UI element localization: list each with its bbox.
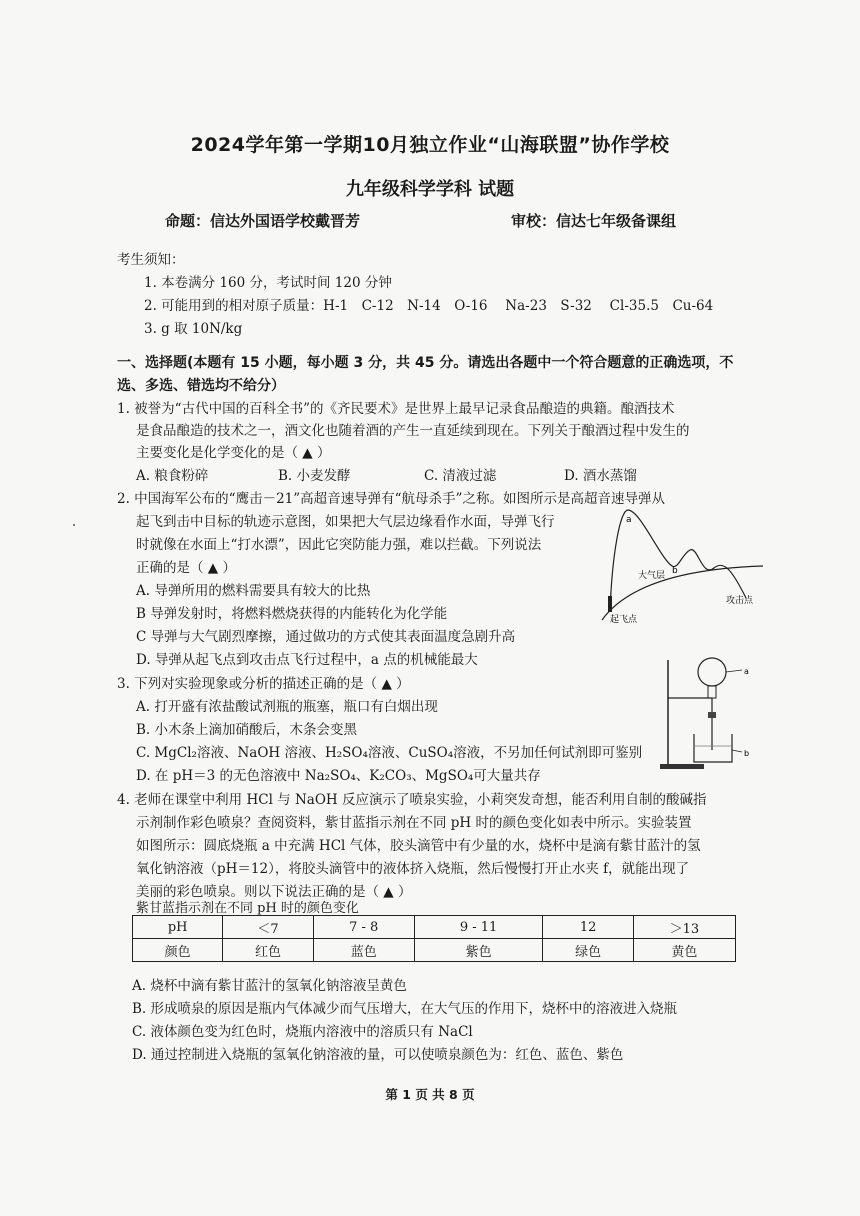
section-heading-cont: 选、多选、错选均不给分） xyxy=(117,378,285,394)
point-a-label: a xyxy=(626,515,632,525)
section-heading: 一、选择题(本题有 15 小题，每小题 3 分，共 45 分。请选出各题中一个符合题意的正确选项，不 xyxy=(117,355,734,371)
q4-option-a: A. 烧杯中滴有紫甘蓝汁的氢氧化钠溶液呈黄色 xyxy=(132,978,407,994)
q2-option-d: D. 导弹从起飞点到攻击点飞行过程中，a 点的机械能最大 xyxy=(136,652,478,668)
table-cell: ＞13 xyxy=(633,916,735,939)
q1-stem: 是食品酿造的技术之一，酒文化也随着酒的产生一直延续到现在。下列关于酿酒过程中发生的 xyxy=(136,423,690,439)
exam-title: 2024学年第一学期10月独立作业“山海联盟”协作学校 xyxy=(190,134,670,156)
table-row xyxy=(133,916,736,939)
table-cell: 颜色 xyxy=(133,939,223,962)
q1-option-b: B. 小麦发酵 xyxy=(278,468,351,484)
q2-stem: 正确的是（ ▲ ） xyxy=(136,560,236,576)
q3-option-a: A. 打开盛有浓盐酸试剂瓶的瓶塞，瓶口有白烟出现 xyxy=(136,699,438,715)
q1-option-c: C. 清液过滤 xyxy=(424,468,497,484)
table-cell: 9 - 11 xyxy=(414,916,543,939)
q4-stem: 示剂制作彩色喷泉？查阅资料，紫甘蓝指示剂在不同 pH 时的颜色变化如表中所示。实验装置 xyxy=(136,815,692,831)
beaker-b-label: b xyxy=(744,749,750,758)
notice-item: 1. 本卷满分 160 分，考试时间 120 分钟 xyxy=(144,275,392,291)
table-cell: pH xyxy=(133,916,223,939)
table-cell: 蓝色 xyxy=(313,939,414,962)
target-point-label: 攻击点 xyxy=(726,596,754,606)
q3-option-d: D. 在 pH＝3 的无色溶液中 Na₂SO₄、K₂CO₃、MgSO₄可大量共存 xyxy=(136,768,541,784)
q3-option-b: B. 小木条上滴加硝酸后，木条会变黑 xyxy=(136,722,358,738)
q2-stem: 起飞到击中目标的轨迹示意图，如果把大气层边缘看作水面，导弹飞行 xyxy=(136,514,555,530)
notice-heading: 考生须知： xyxy=(117,252,185,268)
flask-a-label: a xyxy=(744,667,749,676)
q2-stem: 2. 中国海军公布的“鹰击－21”高超音速导弹有“航母杀手”之称。如图所示是高超音速导弹从 xyxy=(117,491,665,507)
table-cell: 7 - 8 xyxy=(313,916,414,939)
q1-stem: 主要变化是化学变化的是（ ▲ ） xyxy=(136,445,331,461)
table-cell: ＜7 xyxy=(223,916,313,939)
atmosphere-label: 大气层 xyxy=(638,571,666,581)
launch-point-label: 起飞点 xyxy=(610,615,638,625)
q4-stem: 美丽的彩色喷泉。则以下说法正确的是（ ▲ ） xyxy=(136,884,412,900)
reviewer-line: 审校：信达七年级备课组 xyxy=(511,212,677,230)
q2-option-a: A. 导弹所用的燃料需要具有较大的比热 xyxy=(136,583,371,599)
table-row xyxy=(133,939,736,962)
q2-stem: 时就像在水面上“打水漂”，因此它突防能力强，难以拦截。下列说法 xyxy=(136,537,542,553)
q4-stem: 如图所示：圆底烧瓶 a 中充满 HCl 气体，胶头滴管中有少量的水，烧杯中是滴有紫甘蓝汁的氢 xyxy=(136,838,701,854)
author-line: 命题：信达外国语学校戴晋芳 xyxy=(165,212,361,230)
q3-option-c: C. MgCl₂溶液、NaOH 溶液、H₂SO₄溶液、CuSO₄溶液，不另加任何试剂即可鉴别 xyxy=(136,745,643,761)
ph-table-caption: 紫甘蓝指示剂在不同 pH 时的颜色变化 xyxy=(136,901,359,916)
table-cell: 绿色 xyxy=(543,939,633,962)
exam-subtitle: 九年级科学学科 试题 xyxy=(345,179,515,200)
q4-stem: 4. 老师在课堂中利用 HCl 与 NaOH 反应演示了喷泉实验，小莉突发奇想，能否利用自制的酸碱指 xyxy=(117,792,707,808)
q1-option-a: A. 粮食粉碎 xyxy=(136,468,209,484)
table-cell: 红色 xyxy=(223,939,313,962)
missile-trajectory-diagram xyxy=(598,500,766,626)
q1-option-d: D. 酒水蒸馏 xyxy=(564,468,637,484)
q4-option-c: C. 液体颜色变为红色时，烧瓶内溶液中的溶质只有 NaCl xyxy=(132,1024,473,1040)
q4-option-b: B. 形成喷泉的原因是瓶内气体减少而气压增大，在大气压的作用下，烧杯中的溶液进入烧瓶 xyxy=(132,1001,678,1017)
q2-option-c: C 导弹与大气剧烈摩擦，通过做功的方式使其表面温度急剧升高 xyxy=(136,629,516,645)
notice-item: 2. 可能用到的相对原子质量：H-1 C-12 N-14 O-16 Na-23 S-32 Cl-35.5 Cu-64 xyxy=(144,298,714,314)
page-footer: 第 1 页 共 8 页 xyxy=(385,1087,475,1102)
scan-speck xyxy=(73,524,75,526)
point-b-label: b xyxy=(672,566,678,576)
ph-color-table xyxy=(132,915,736,962)
q2-option-b: B 导弹发射时，将燃料燃烧获得的内能转化为化学能 xyxy=(136,606,448,622)
q4-option-d: D. 通过控制进入烧瓶的氢氧化钠溶液的量，可以使喷泉颜色为：红色、蓝色、紫色 xyxy=(132,1047,624,1063)
notice-item: 3. g 取 10N/kg xyxy=(144,321,243,337)
table-cell: 黄色 xyxy=(633,939,735,962)
table-cell: 12 xyxy=(543,916,633,939)
table-cell: 紫色 xyxy=(414,939,543,962)
q1-stem: 1. 被誉为“古代中国的百科全书”的《齐民要术》是世界上最早记录食品酿造的典籍。酿酒技术 xyxy=(117,401,675,417)
fountain-apparatus-diagram xyxy=(658,652,758,772)
q4-stem: 氧化钠溶液（pH＝12），将胶头滴管中的液体挤入烧瓶，然后慢慢打开止水夹 f，就能出现了 xyxy=(136,861,690,877)
q3-stem: 3. 下列对实验现象或分析的描述正确的是（ ▲ ） xyxy=(117,676,410,692)
